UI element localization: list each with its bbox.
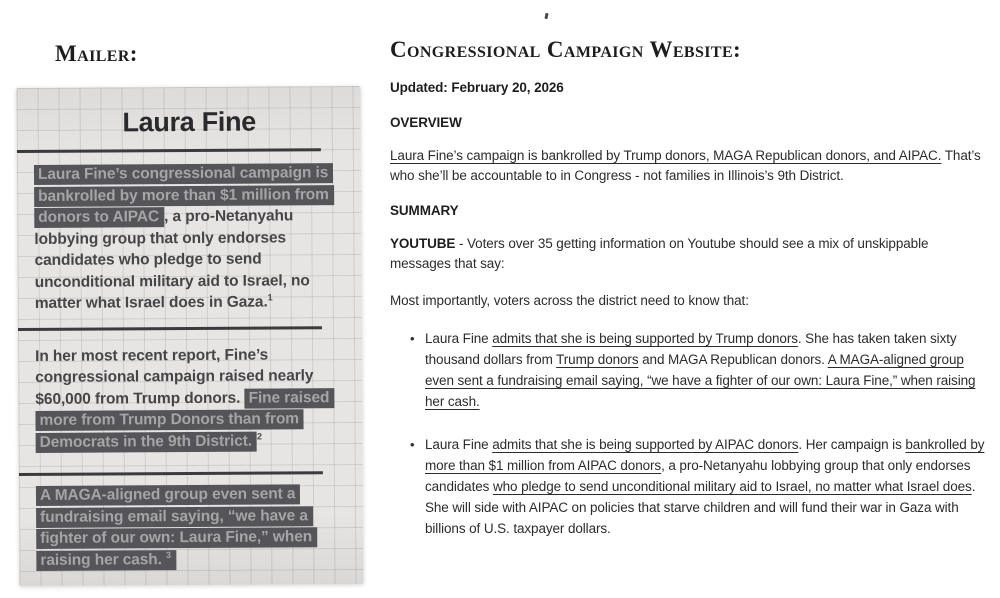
underlined-text: admits that she is being supported by Trump donors (492, 331, 798, 346)
mailer-paragraph-aipac (34, 162, 346, 314)
updated-date: Updated: February 20, 2026 (390, 80, 564, 95)
plain-text: . She has taken taken sixty thousand dollars from (425, 331, 957, 367)
mailer-divider-2 (18, 326, 322, 331)
underlined-text: A MAGA-aligned group even sent a fundraising email saying, “we have a fighter of our own: Laura Fine,” when raising her cash. (425, 352, 976, 409)
footnote-marker-3: 3 (166, 549, 171, 560)
list-item-aipac-donors (425, 434, 987, 539)
summary-heading: SUMMARY (390, 203, 459, 218)
youtube-paragraph (390, 234, 988, 274)
mailer-paragraph-trump (35, 344, 347, 453)
plain-text: Laura Fine (425, 331, 493, 346)
plain-text: , a pro-Netanyahu lobbying group that only endorses candidates (425, 458, 971, 494)
list-item-trump-donors (425, 328, 987, 412)
underlined-text: Trump donors (556, 352, 639, 367)
plain-text: That’s who she’ll be accountable to in Congress - not families in Illinois’s 9th District. (390, 148, 981, 183)
mailer-scan (16, 86, 363, 586)
footnote-marker-2: 2 (256, 430, 262, 441)
plain-text: . She will side with AIPAC on policies that starve children and will fund their war in Gaza with billions of U.S. taxpayer dollars. (425, 479, 976, 536)
mailer-divider-1 (17, 148, 321, 153)
underlined-text: bankrolled by more than $1 million from AIPAC donors (425, 437, 985, 473)
highlighted-text: Laura Fine’s congressional campaign is bankrolled by more than $1 million from donors to AIPAC (34, 163, 334, 228)
underlined-text: who pledge to send unconditional military aid to Israel, no matter what Israel does (492, 479, 972, 494)
plain-text: In her most recent report, Fine’s congressional campaign raised nearly $60,000 from Trump donors. (35, 346, 314, 408)
plain-text: Laura Fine (425, 437, 493, 452)
mailer-title: Laura Fine (122, 106, 257, 138)
website-section-label: Congressional Campaign Website: (390, 37, 742, 62)
underlined-text: admits that she is being supported by AIPAC donors (492, 437, 799, 452)
highlighted-text-inner: A MAGA-aligned group even sent a fundraising email saying, “we have a fighter of our own: Laura Fine,” when raising her cash. (39, 485, 313, 569)
intro-line: Most importantly, voters across the district need to know that: (390, 293, 749, 308)
highlighted-text (36, 484, 317, 570)
mailer-divider-3 (19, 471, 323, 476)
plain-text: - Voters over 35 getting information on Youtube should see a mix of unskippable messages that say: (390, 236, 929, 271)
website-content (390, 78, 988, 539)
overview-paragraph (390, 146, 988, 186)
scan-speck (544, 13, 548, 19)
highlighted-text: Fine raised more from Trump Donors than from Democrats in the 9th District. (35, 388, 334, 453)
mailer-paragraph-maga (36, 483, 348, 571)
overview-heading: OVERVIEW (390, 115, 462, 130)
footnote-marker-1: 1 (267, 292, 273, 303)
mailer-section-label: Mailer: (55, 41, 138, 66)
plain-text: , a pro-Netanyahu lobbying group that only endorses candidates who pledge to send unconditional military aid to Israel, no matter what Israel does in Gaza. (34, 207, 310, 312)
key-messages-list (390, 328, 988, 539)
plain-text: . Her campaign is (798, 437, 906, 452)
youtube-label: YOUTUBE (390, 236, 456, 251)
plain-text: and MAGA Republican donors. (638, 352, 828, 367)
underlined-text: Laura Fine’s campaign is bankrolled by Trump donors, MAGA Republican donors, and AIPAC. (390, 148, 942, 163)
